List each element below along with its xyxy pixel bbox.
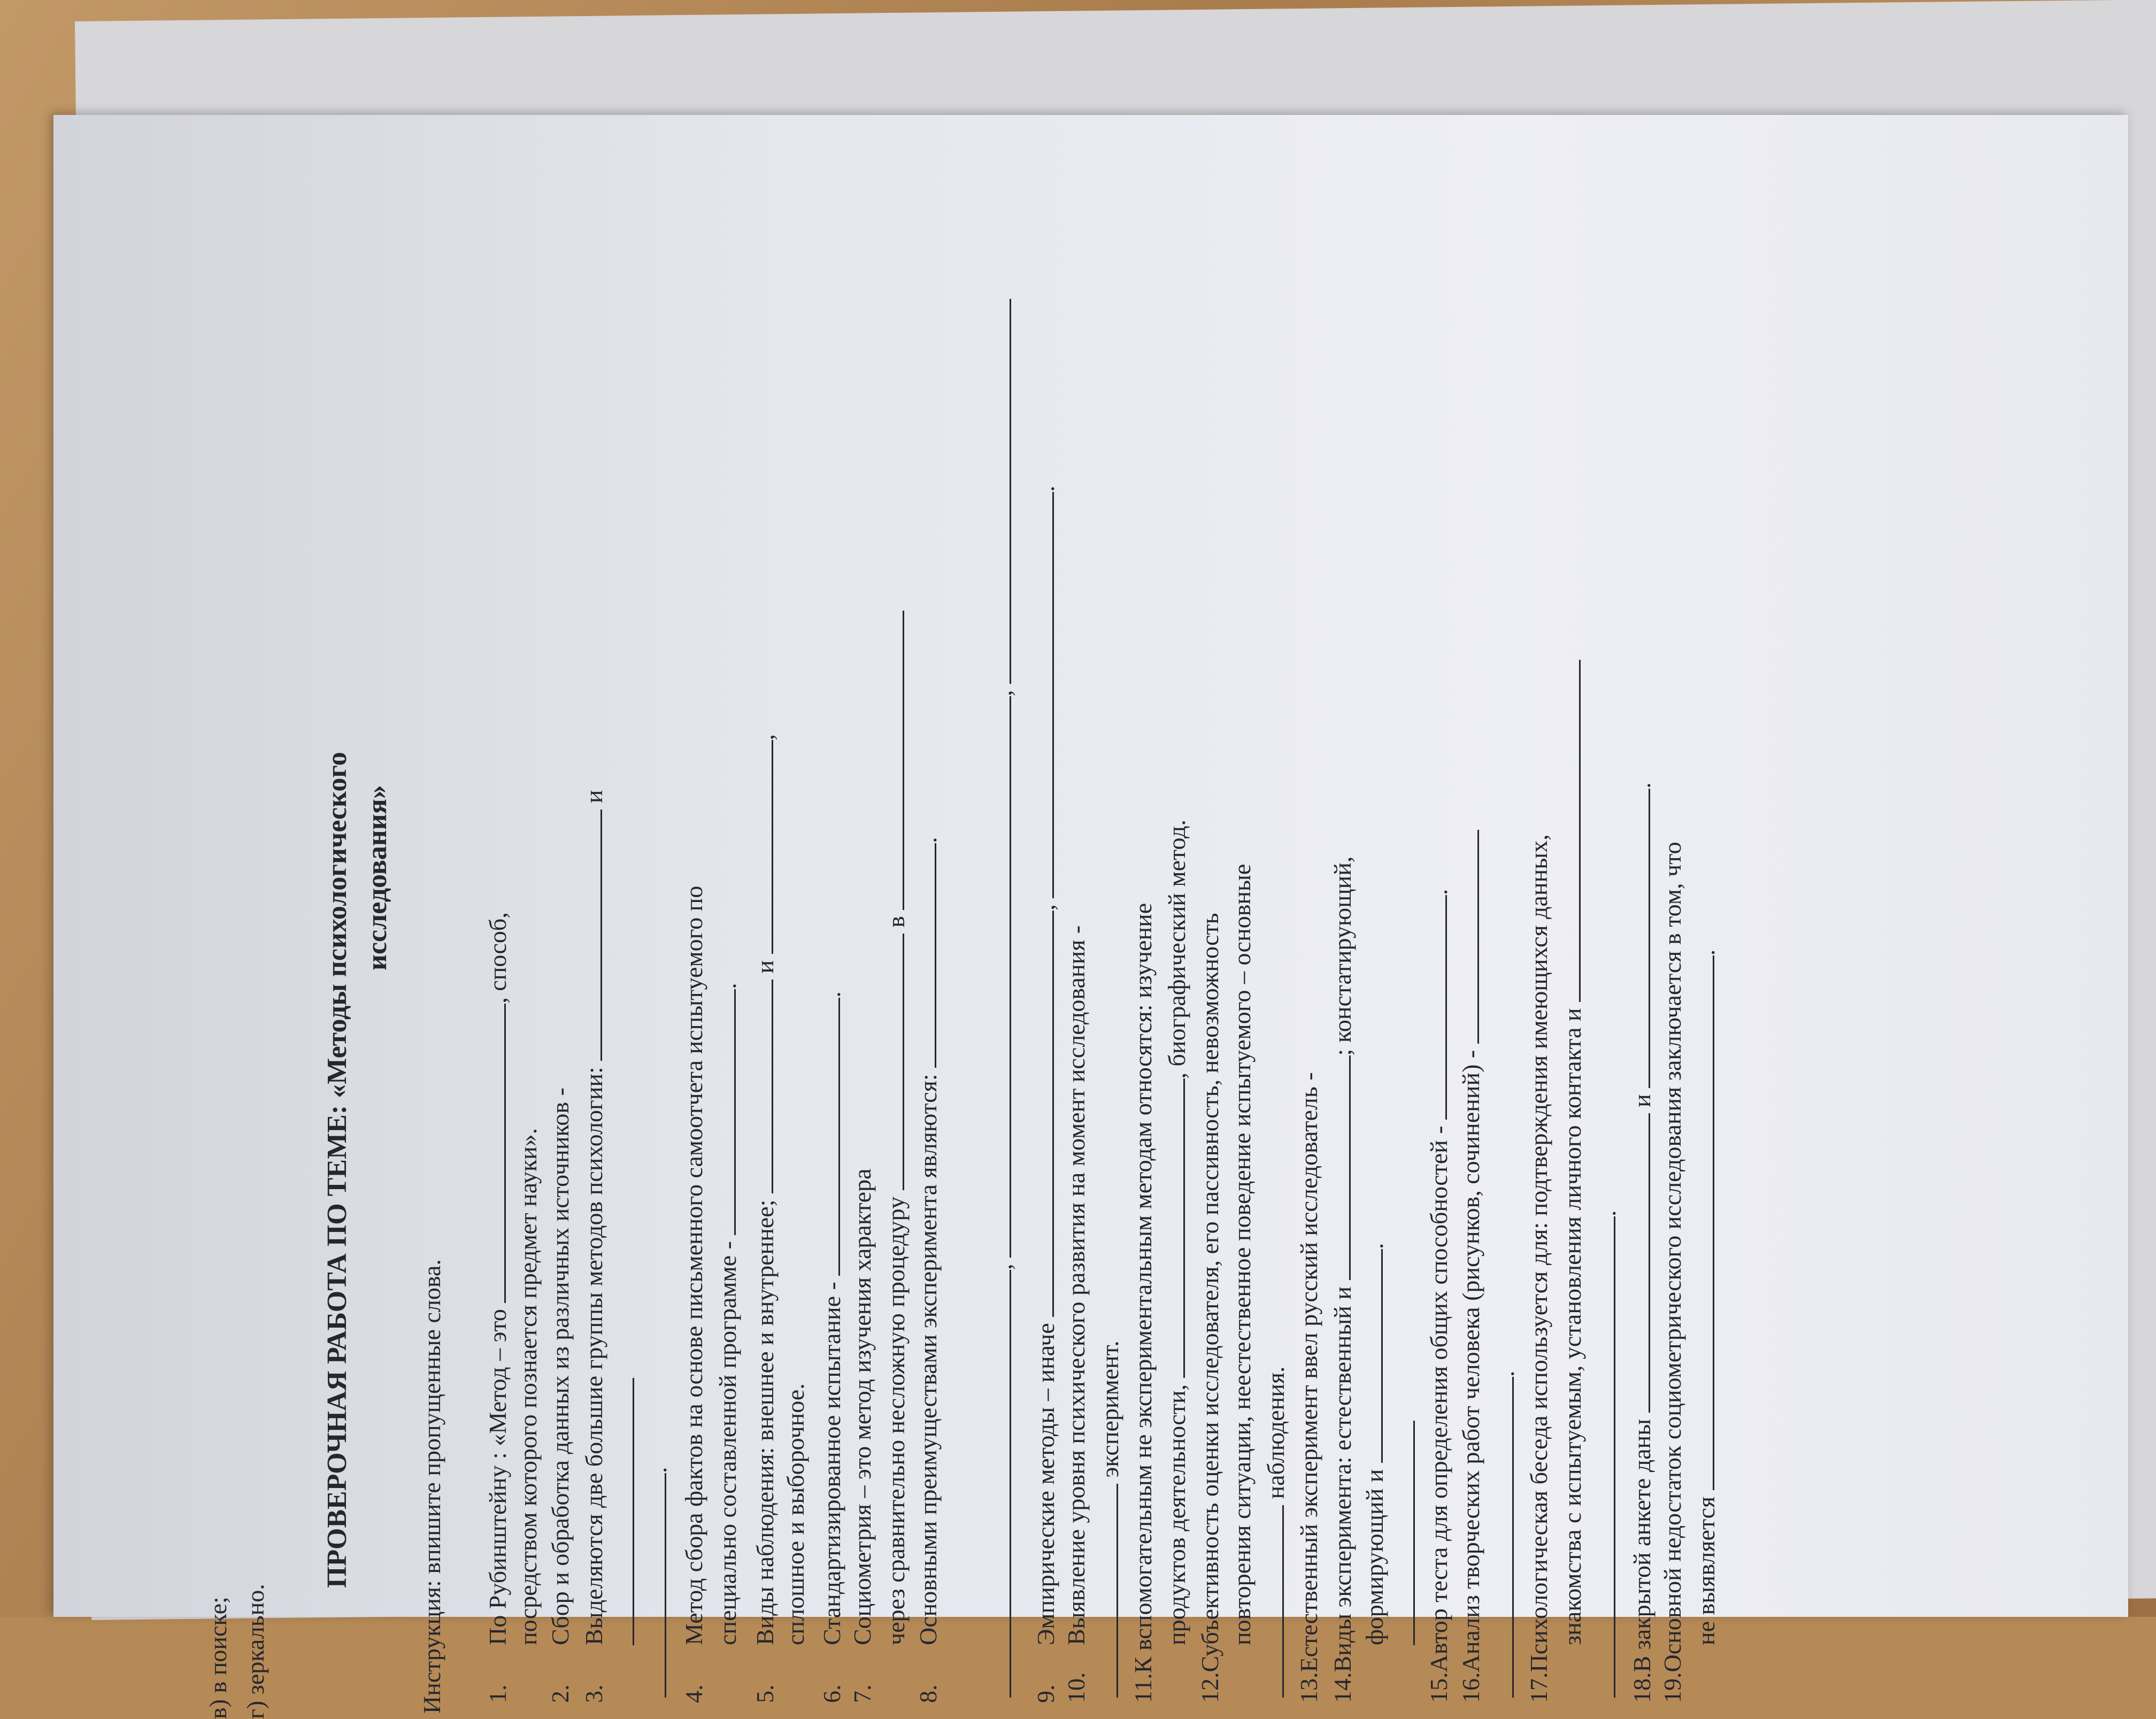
item-text: . [1492, 1370, 1519, 1377]
instruction: Инструкция: впишите пропущенные слова. [418, 1259, 445, 1714]
item-number: 18. [1628, 1672, 1656, 1703]
item-16-cont [1492, 1371, 1518, 1698]
prev-option-g: г) зеркально. [242, 1584, 269, 1719]
item-number: 4. [680, 1684, 707, 1703]
answer-blank[interactable] [1628, 1113, 1650, 1413]
answer-blank[interactable] [1393, 1421, 1415, 1645]
item-text: Сбор и обработка данных из различных источников - [546, 1088, 574, 1645]
item-17-cont2 [1593, 1211, 1620, 1698]
item-text: , [1032, 898, 1059, 911]
item-4-cont [714, 983, 740, 1645]
item-3 [580, 790, 606, 1703]
answer-blank[interactable] [1593, 1216, 1615, 1698]
answer-blank[interactable] [1262, 1505, 1284, 1698]
answer-blank[interactable] [714, 989, 736, 1235]
answer-blank[interactable] [580, 810, 602, 1061]
answer-blank[interactable] [989, 696, 1011, 1258]
item-text: эксперимент. [1096, 1340, 1123, 1484]
answer-blank[interactable] [644, 1473, 666, 1698]
item-number: 15. [1425, 1672, 1452, 1703]
item-text: . [1628, 782, 1656, 789]
item-number: 10. [1062, 1672, 1090, 1703]
item-2 [548, 1088, 573, 1703]
worksheet-page [53, 115, 2128, 1719]
item-12 [1198, 913, 1222, 1703]
item-7-cont [882, 611, 908, 1645]
item-number: 5. [751, 1684, 779, 1703]
answer-blank[interactable] [1692, 955, 1714, 1490]
item-9 [1032, 485, 1058, 1703]
item-14-cont [1361, 1243, 1387, 1645]
item-text: Психологическая беседа используется для: подтверждения имеющихся данных, [1525, 834, 1552, 1672]
worksheet-content [142, 222, 2045, 1719]
item-text: Социометрия – это метод изучения характера [849, 1168, 876, 1645]
item-number: 3. [580, 1684, 607, 1703]
item-text: и [1628, 1088, 1656, 1114]
answer-blank[interactable] [882, 611, 904, 910]
answer-blank[interactable] [818, 998, 840, 1276]
item-number: 9. [1032, 1684, 1059, 1703]
item-3-answer-line [644, 1467, 671, 1698]
item-number: 17. [1525, 1672, 1552, 1703]
item-15 [1425, 889, 1451, 1703]
answer-blank[interactable] [612, 1378, 634, 1645]
item-text: продуктов деятельности, [1163, 1378, 1190, 1645]
item-8-answer-line [989, 299, 1015, 1698]
item-text: . [914, 837, 942, 843]
page-title: ПРОВЕРОЧНАЯ РАБОТА ПО ТЕМЕ: «Методы психологического [322, 752, 352, 1588]
item-19-cont [1692, 950, 1719, 1645]
item-14-cont2 [1393, 1421, 1419, 1645]
item-number: 13. [1295, 1672, 1322, 1703]
item-text: Основной недостаток социометрического исследования заключается в том, что [1659, 842, 1686, 1672]
item-text: Выделяются две большие группы методов психологии: [580, 1060, 607, 1645]
item-text: . [818, 991, 845, 998]
item-8 [914, 837, 941, 1703]
item-text: По Рубинштейну : «Метод – это [484, 1302, 511, 1645]
answer-blank[interactable] [1492, 1377, 1514, 1698]
item-3-cont [612, 1378, 638, 1645]
item-number: 19. [1659, 1672, 1686, 1703]
item-16 [1457, 830, 1483, 1703]
item-1-cont: посредством которого познается предмет науки». [514, 1128, 542, 1645]
item-number: 16. [1457, 1672, 1484, 1703]
item-text: , [751, 734, 779, 741]
item-17-cont [1559, 660, 1585, 1645]
item-text: . [1032, 485, 1059, 492]
item-text: Виды эксперимента: естественный и [1329, 1280, 1356, 1672]
answer-blank[interactable] [1329, 1055, 1351, 1280]
item-text: формирующий и [1361, 1463, 1388, 1645]
item-4 [682, 886, 706, 1703]
item-text: Основными преимуществами эксперимента являются: [914, 1067, 942, 1645]
item-number: 1. [484, 1684, 511, 1703]
answer-blank[interactable] [882, 934, 904, 1190]
item-number: 6. [818, 1684, 845, 1703]
item-text: Автор теста для определения общих способностей - [1425, 1119, 1452, 1672]
answer-blank[interactable] [1032, 492, 1054, 898]
item-1 [484, 912, 510, 1703]
item-text: К вспомогательным не экспериментальным методам относятся: изучение [1129, 903, 1157, 1674]
item-text: специально составленной программе - [714, 1235, 741, 1645]
answer-blank[interactable] [1096, 1484, 1118, 1698]
item-text: Анализ творческих работ человека (рисунков, сочинений) - [1457, 1044, 1484, 1672]
answer-blank[interactable] [1163, 1079, 1185, 1378]
item-number: 2. [546, 1684, 574, 1703]
item-text: . [1692, 949, 1720, 956]
answer-blank[interactable] [914, 843, 936, 1068]
item-text: , способ, [484, 912, 511, 1004]
item-text: , [989, 684, 1017, 696]
answer-blank[interactable] [751, 740, 773, 954]
answer-blank[interactable] [1425, 895, 1447, 1120]
item-7 [850, 1168, 875, 1703]
item-11 [1131, 903, 1156, 1703]
item-text: В закрытой анкете даны [1628, 1413, 1656, 1672]
item-text: через сравнительно несложную процедуру [882, 1190, 910, 1645]
item-text: Виды наблюдения: внешнее и внутреннее; [751, 1193, 779, 1645]
item-number: 14. [1329, 1672, 1356, 1703]
item-text: Метод сбора фактов на основе письменного самоотчета испытуемого по [680, 885, 707, 1645]
item-text: Эмпирические методы – иначе [1032, 1316, 1059, 1645]
item-text: знакомства с испытуемым, установления личного контакта и [1559, 1001, 1586, 1645]
item-text: ; констатирующий, [1329, 856, 1356, 1056]
item-text: Субъективность оценки исследователя, его пассивность, невозможность [1196, 913, 1223, 1672]
item-text: . [1593, 1210, 1621, 1216]
item-17 [1527, 834, 1551, 1703]
item-5 [751, 734, 777, 1703]
answer-blank[interactable] [484, 1004, 506, 1303]
item-number: 11. [1129, 1673, 1157, 1703]
item-text: наблюдения. [1262, 1366, 1289, 1505]
item-number: 12. [1196, 1672, 1223, 1703]
item-14 [1329, 857, 1355, 1703]
item-text: не выявляется [1692, 1490, 1720, 1645]
item-18 [1628, 782, 1654, 1703]
prev-option-v: в) в поиске; [204, 1597, 232, 1719]
answer-blank[interactable] [1032, 911, 1054, 1317]
answer-blank[interactable] [1628, 789, 1650, 1088]
item-number: 7. [849, 1684, 876, 1703]
item-text: и [580, 790, 607, 810]
answer-blank[interactable] [1457, 830, 1479, 1044]
item-5-cont: сплошное и выборочное. [782, 1383, 809, 1645]
item-text: в [882, 909, 910, 934]
item-10-cont [1096, 1340, 1122, 1698]
answer-blank[interactable] [989, 299, 1011, 684]
item-12-cont2 [1262, 1367, 1288, 1698]
item-11-cont [1163, 820, 1189, 1645]
item-text: . [644, 1467, 672, 1473]
item-text: , биографический метод. [1163, 819, 1190, 1079]
answer-blank[interactable] [751, 980, 773, 1193]
item-text: Выявление уровня психического развития на момент исследования - [1062, 925, 1090, 1645]
item-19 [1660, 842, 1685, 1703]
page-title-line2: исследования» [362, 785, 392, 970]
answer-blank[interactable] [1559, 660, 1581, 1002]
item-text: . [714, 983, 741, 989]
item-12-cont: повторения ситуации, неестественное поведение испытуемого – основные [1228, 864, 1256, 1645]
answer-blank[interactable] [1361, 1249, 1383, 1463]
item-10 [1064, 926, 1089, 1703]
item-text: Естественный эксперимент ввел русский исследователь - [1295, 1072, 1322, 1672]
item-6 [818, 991, 844, 1703]
item-text: Стандартизированное испытание - [818, 1275, 845, 1645]
item-number: 8. [914, 1684, 942, 1703]
item-text: . [1425, 889, 1452, 895]
item-13 [1297, 1072, 1321, 1703]
item-text: . [1361, 1243, 1388, 1250]
item-text: , [989, 1258, 1017, 1270]
item-text: и [751, 954, 779, 980]
answer-blank[interactable] [989, 1270, 1011, 1698]
